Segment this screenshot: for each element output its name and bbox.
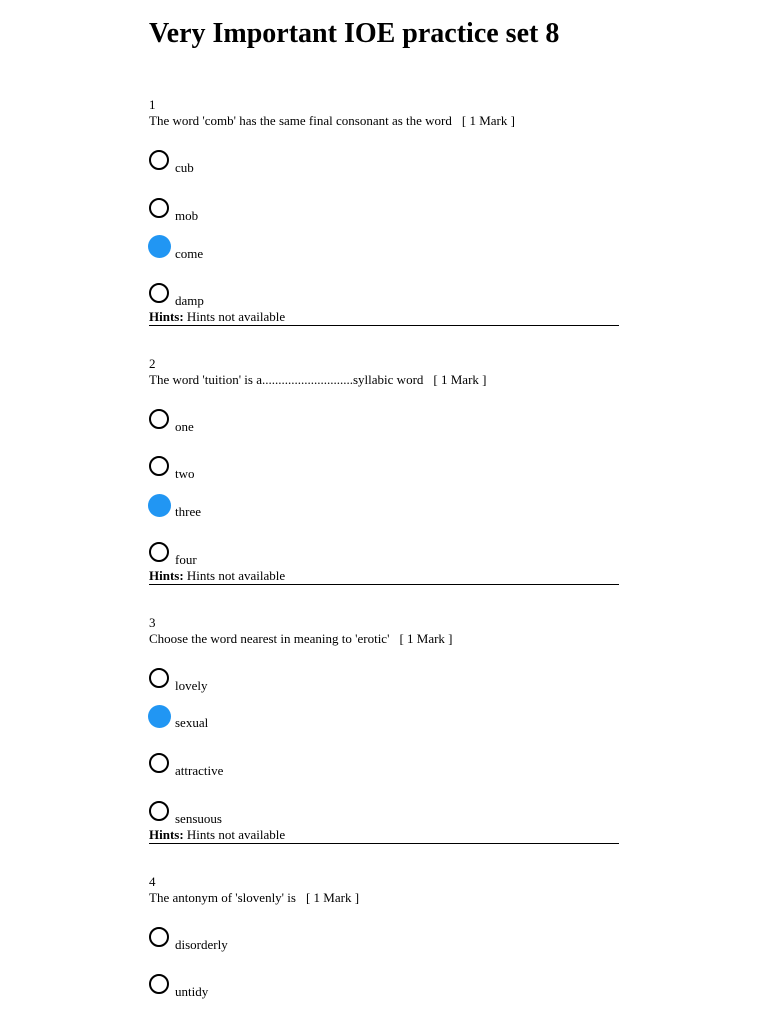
question-number: 1 <box>149 97 156 112</box>
question-mark: [ 1 Mark ] <box>433 372 487 387</box>
radio-button[interactable] <box>149 801 169 821</box>
hints-row <box>149 309 619 326</box>
question-2 <box>149 356 619 583</box>
radio-button[interactable] <box>149 150 169 170</box>
question-mark: [ 1 Mark ] <box>461 113 515 128</box>
question-text <box>149 113 619 129</box>
question-text <box>149 890 619 906</box>
page-title: Very Important IOE practice set 8 <box>149 18 560 49</box>
radio-button[interactable] <box>149 927 169 947</box>
option-label: mob <box>175 208 199 223</box>
hints-label: Hints: <box>149 309 184 324</box>
option-label: damp <box>175 293 204 308</box>
hints-label: Hints: <box>149 568 184 583</box>
question-text-body: The word 'comb' has the same final consonant as the word <box>149 113 452 128</box>
question-number: 3 <box>149 615 156 630</box>
radio-button[interactable] <box>149 668 169 688</box>
option-label: sexual <box>175 715 209 730</box>
option-label: attractive <box>175 763 224 778</box>
option-label: one <box>175 419 194 434</box>
radio-button-selected[interactable] <box>148 235 171 258</box>
question-number: 4 <box>149 874 156 889</box>
hints-text: Hints not available <box>186 309 286 324</box>
question-1 <box>149 97 619 324</box>
question-text <box>149 372 619 388</box>
question-text-body: The word 'tuition' is a............................syllabic word <box>149 372 424 387</box>
option-label: three <box>175 504 201 519</box>
question-3 <box>149 615 619 842</box>
option-label: sensuous <box>175 811 222 826</box>
radio-button[interactable] <box>149 198 169 218</box>
option-label: four <box>175 552 197 567</box>
radio-button[interactable] <box>149 753 169 773</box>
hints-text: Hints not available <box>186 827 286 842</box>
hints-row <box>149 568 619 585</box>
option-label: come <box>175 246 204 261</box>
option-label: lovely <box>175 678 208 693</box>
radio-button[interactable] <box>149 283 169 303</box>
option-label: disorderly <box>175 937 228 952</box>
hints-label: Hints: <box>149 827 184 842</box>
radio-button-selected[interactable] <box>148 705 171 728</box>
question-4 <box>149 874 619 999</box>
question-mark: [ 1 Mark ] <box>305 890 360 905</box>
question-text-body: Choose the word nearest in meaning to 'erotic' <box>149 631 390 646</box>
hints-row <box>149 827 619 844</box>
option-label: untidy <box>175 984 209 999</box>
radio-button[interactable] <box>149 542 169 562</box>
option-label: two <box>175 466 195 481</box>
question-text <box>149 631 619 647</box>
radio-button[interactable] <box>149 456 169 476</box>
radio-button-selected[interactable] <box>148 494 171 517</box>
radio-button[interactable] <box>149 974 169 994</box>
question-text-body: The antonym of 'slovenly' is <box>149 890 296 905</box>
question-number: 2 <box>149 356 156 371</box>
radio-button[interactable] <box>149 409 169 429</box>
question-mark: [ 1 Mark ] <box>399 631 453 646</box>
option-label: cub <box>175 160 194 175</box>
hints-text: Hints not available <box>186 568 286 583</box>
